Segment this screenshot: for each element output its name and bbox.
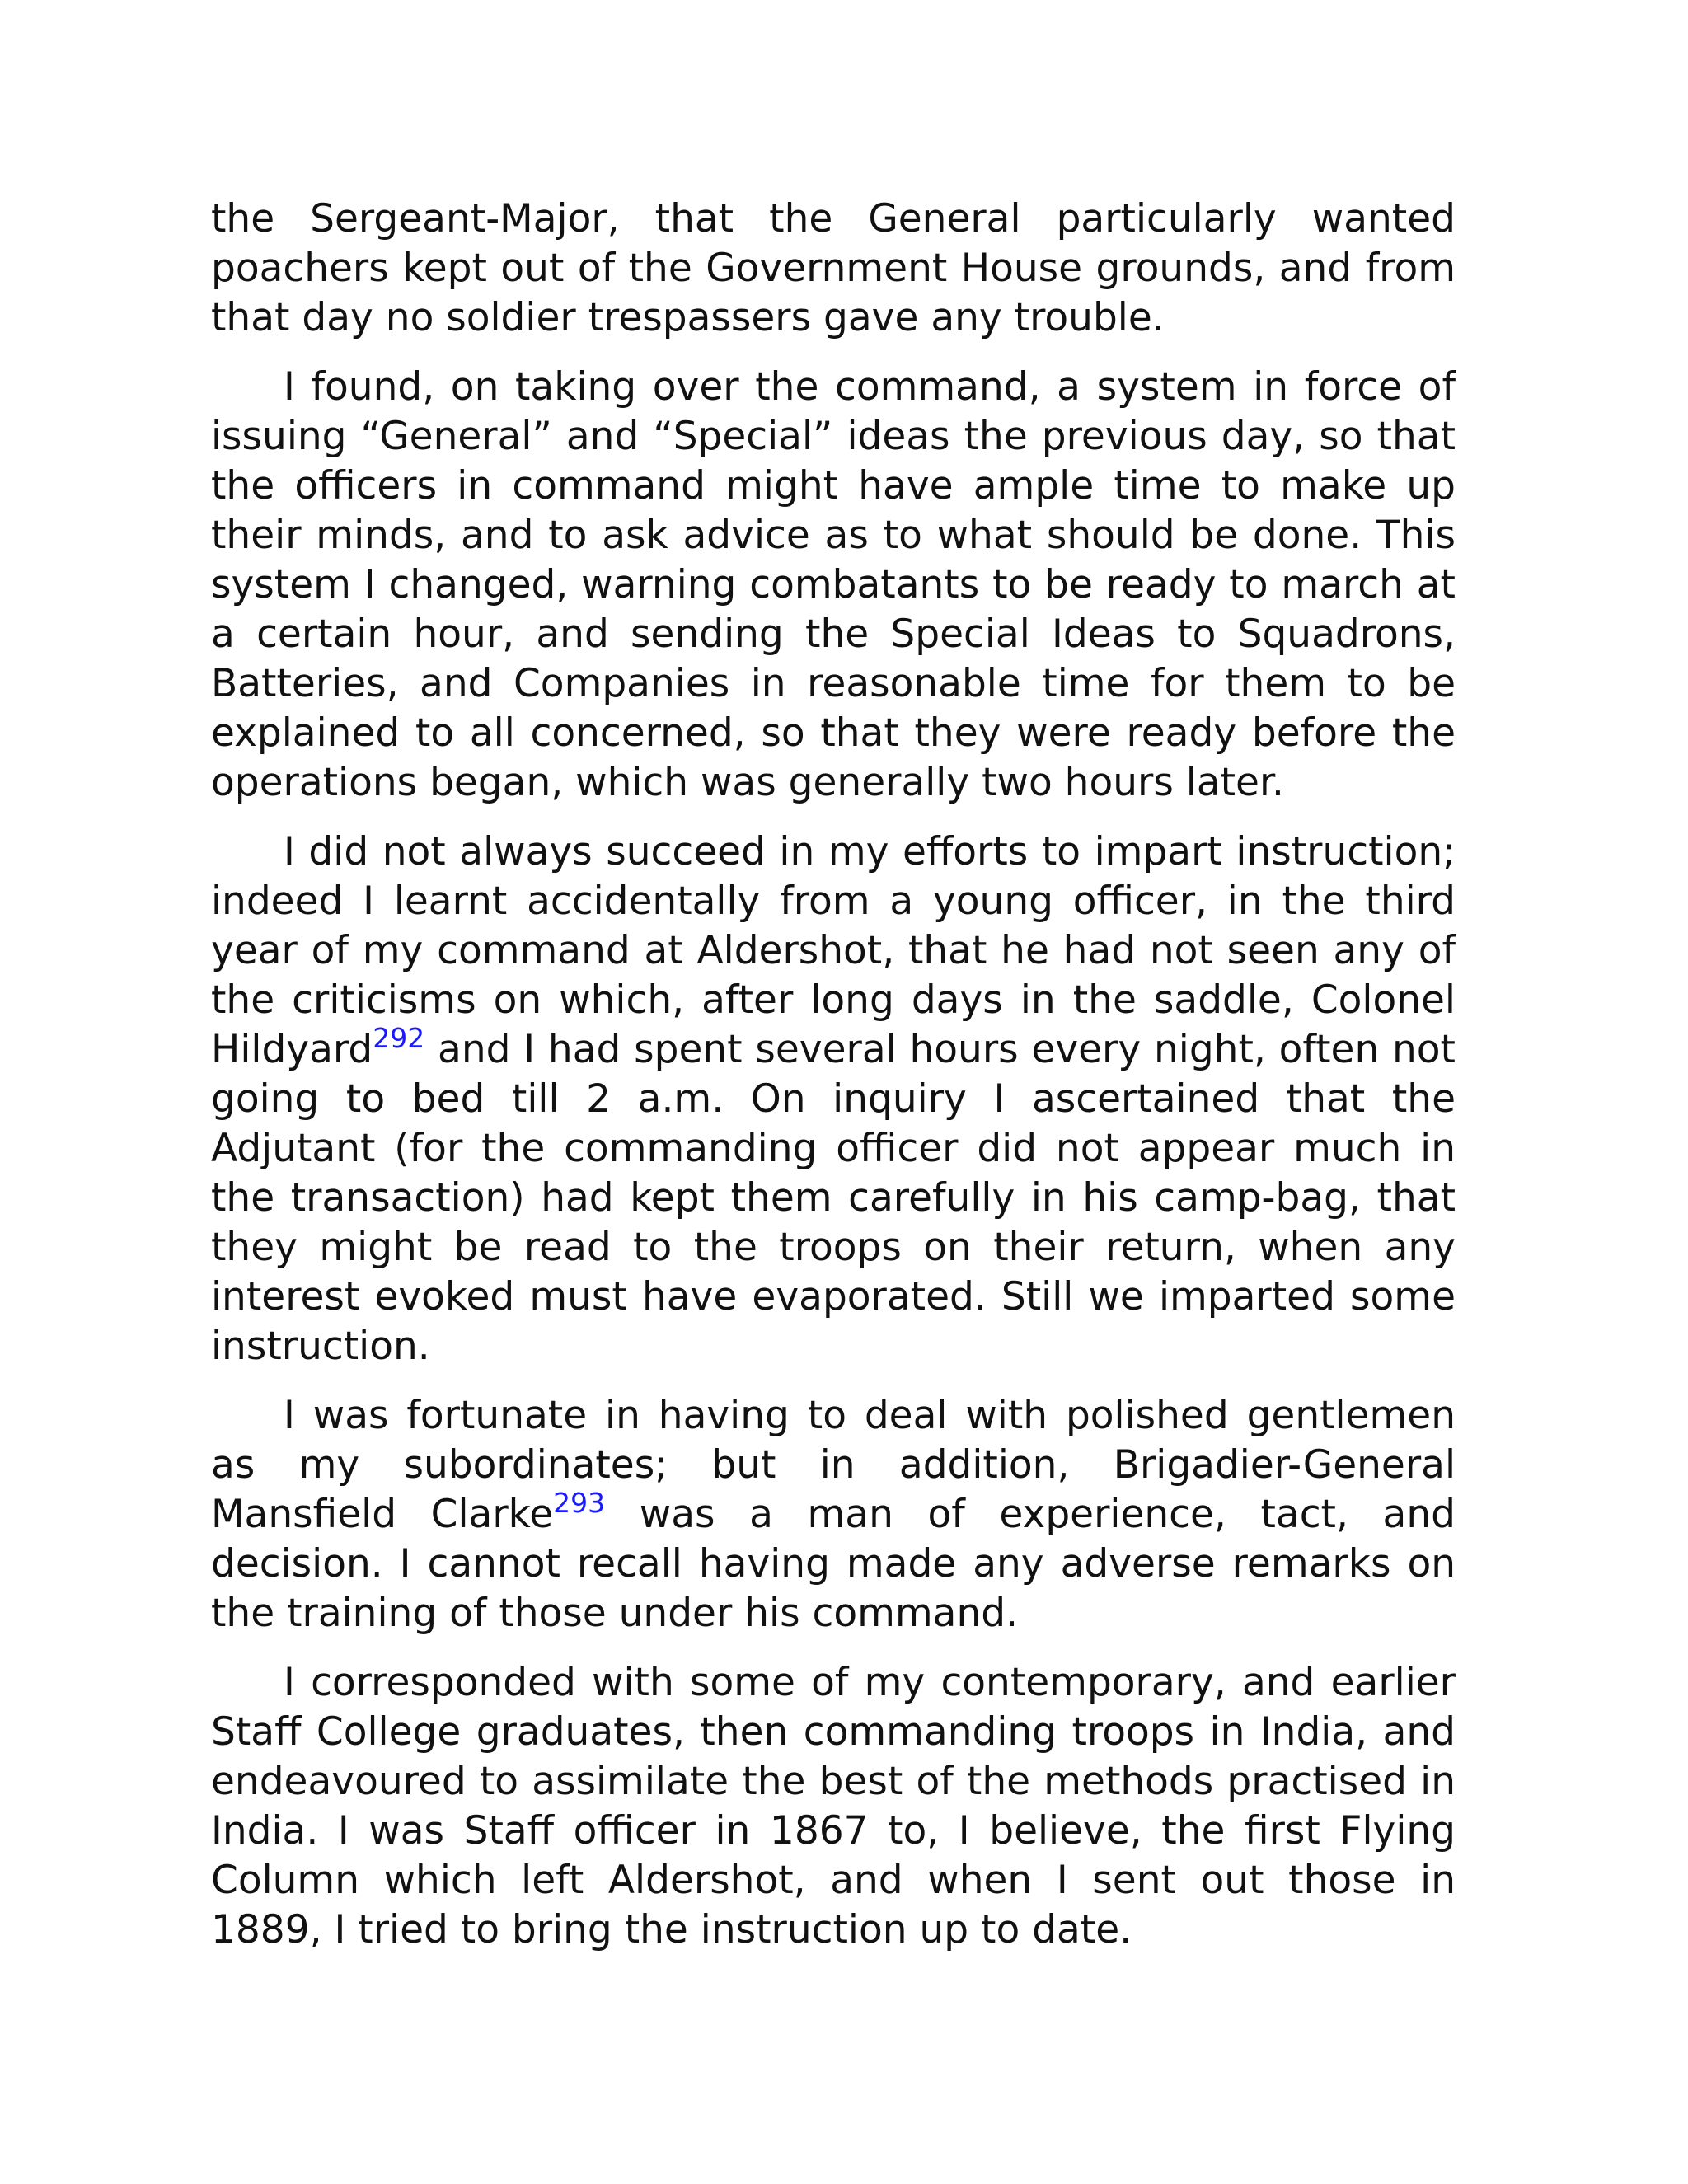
paragraph-special-ideas: I found, on taking over the command, a system in force of issuing “General” and “Special” ideas the previous day, so that the officers in command might have ample time to make up their minds, and to ask advice as to what should be done. This system I changed, warning combatants to be ready to march at a certain hour, and sending the Special Ideas to Squadrons, Batteries, and Companies in reasonable time for them to be explained to all concerned, so that they were ready before the operations began, which was generally two hours later.: [211, 364, 1456, 805]
paragraph-instruction: [211, 827, 1456, 1371]
paragraph-text: and I had spent several hours every night, often not going to bed till 2 a.m. On inquiry I ascertained that the Adjutant (for the commanding officer did not appear much in the transaction) had kept them carefully in his camp-bag, that they might be read to the troops on their return, when any interest evoked must have evaporated. Still we imparted some instruction.: [211, 1027, 1456, 1369]
paragraph-text: I did not always succeed in my efforts to impart instruction; indeed I learnt accidentally from a young officer, in the third year of my command at Aldershot, that he had not seen any of the criticisms on which, after long days in the saddle, Colonel Hildyard: [211, 829, 1456, 1072]
footnote-link-292[interactable]: 292: [373, 1022, 425, 1054]
paragraph-text: I was fortunate in having to deal with polished gentlemen as my subordinates; but in addition, Brigadier-General Mansfield Clarke: [211, 1393, 1456, 1537]
paragraph-continuation: the Sergeant-Major, that the General particularly wanted poachers kept out of the Government House grounds, and from that day no soldier trespassers gave any trouble.: [211, 196, 1456, 340]
paragraph-text: was a man of experience, tact, and decision. I cannot recall having made any adverse remarks on the training of those under his command.: [211, 1492, 1456, 1636]
document-page: [211, 194, 1456, 1975]
paragraph-staff-college: I corresponded with some of my contemporary, and earlier Staff College graduates, then commanding troops in India, and endeavoured to assimilate the best of the methods practised in India. I was Staff officer in 1867 to, I believe, the first Flying Column which left Aldershot, and when I sent out those in 1889, I tried to bring the instruction up to date.: [211, 1660, 1456, 1952]
paragraph-subordinates: [211, 1391, 1456, 1638]
footnote-link-293[interactable]: 293: [553, 1487, 606, 1519]
